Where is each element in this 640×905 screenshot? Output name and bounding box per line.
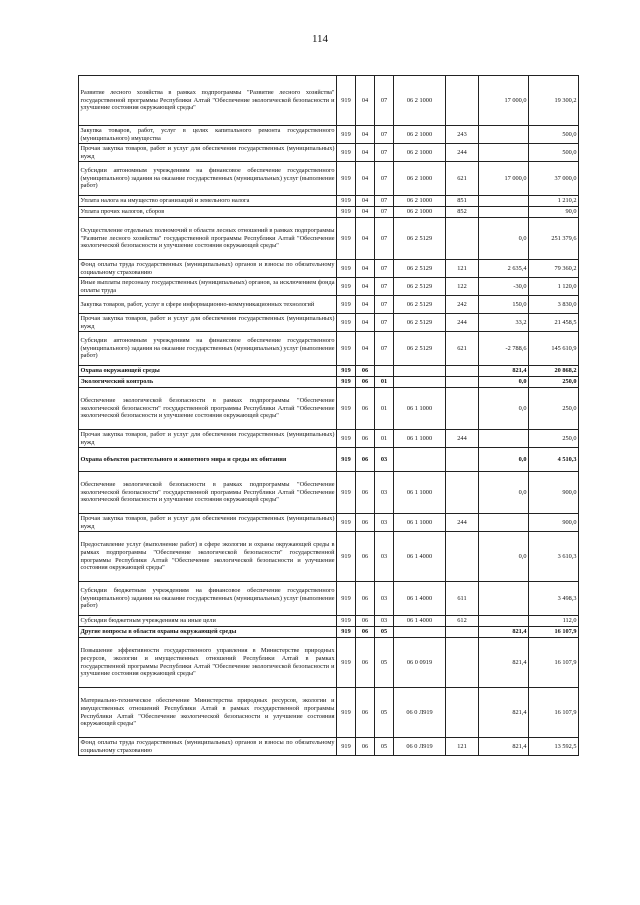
row-grbs-code: 919 xyxy=(337,377,356,388)
row-target-article: 06 2 5129 xyxy=(394,218,446,260)
row-description: Другие вопросы в области охраны окружающей среды xyxy=(79,627,337,638)
row-expense-type: 612 xyxy=(446,616,479,627)
row-amount-total: 37 000,0 xyxy=(529,162,579,196)
row-amount-total: 500,0 xyxy=(529,126,579,144)
row-target-article: 06 1 1000 xyxy=(394,472,446,514)
table-row xyxy=(79,207,579,218)
table-row xyxy=(79,126,579,144)
row-description: Субсидии бюджетным учреждениям на иные цели xyxy=(79,616,337,627)
table-row xyxy=(79,638,579,688)
row-amount-change: 0,0 xyxy=(479,377,529,388)
row-description: Материально-техническое обеспечение Министерства природных ресурсов, экологии и имущественных отношений Республики Алтай в рамках государственной программы Республики Алтай "Обеспечение экологической безопасности и улучшение состояния окружающей среды" xyxy=(79,688,337,738)
row-description: Осуществление отдельных полномочий в области лесных отношений в рамках подпрограммы "Развитие лесного хозяйства" государственной программы Республики Алтай "Обеспечение экологической безопасности и улучшение состояния окружающей среды" xyxy=(79,218,337,260)
row-section-code: 06 xyxy=(356,688,375,738)
row-description: Охрана объектов растительного и животного мира и среды их обитания xyxy=(79,448,337,472)
row-expense-type: 243 xyxy=(446,126,479,144)
row-target-article: 06 2 5129 xyxy=(394,332,446,366)
row-target-article: 06 2 1000 xyxy=(394,207,446,218)
row-amount-change xyxy=(479,196,529,207)
row-expense-type xyxy=(446,218,479,260)
row-target-article: 06 0 Л919 xyxy=(394,738,446,756)
table-row xyxy=(79,260,579,278)
row-amount-change xyxy=(479,430,529,448)
row-subsection-code: 07 xyxy=(375,296,394,314)
row-grbs-code: 919 xyxy=(337,388,356,430)
row-amount-total: 13 592,5 xyxy=(529,738,579,756)
row-description: Фонд оплаты труда государственных (муниципальных) органов и взносы по обязательному социальному страхованию xyxy=(80,260,335,276)
row-section-code: 06 xyxy=(356,627,375,638)
table-row xyxy=(79,388,579,430)
row-subsection-code: 07 xyxy=(375,126,394,144)
row-amount-total: 20 868,2 xyxy=(529,366,579,377)
row-section-code: 06 xyxy=(356,388,375,430)
row-subsection-code: 07 xyxy=(375,314,394,332)
table-row xyxy=(79,377,579,388)
table-row xyxy=(79,688,579,738)
row-description: Уплата прочих налогов, сборов xyxy=(79,207,337,218)
row-amount-change: 0,0 xyxy=(479,532,529,582)
row-section-code: 04 xyxy=(356,260,375,278)
row-expense-type: 851 xyxy=(446,196,479,207)
row-expense-type: 242 xyxy=(446,296,479,314)
row-description: Охрана окружающей среды xyxy=(79,366,337,377)
row-expense-type: 621 xyxy=(446,332,479,366)
row-grbs-code: 919 xyxy=(337,162,356,196)
row-description: Развитие лесного хозяйства в рамках подпрограммы "Развитие лесного хозяйства" государственной программы Республики Алтай "Обеспечение экологической безопасности и улучшение состояния окружающей среды" xyxy=(79,76,337,126)
row-expense-type: 244 xyxy=(446,514,479,532)
row-section-code: 06 xyxy=(356,448,375,472)
row-amount-total: 250,0 xyxy=(529,377,579,388)
row-section-code: 04 xyxy=(356,278,375,296)
row-amount-change xyxy=(479,207,529,218)
row-subsection-code: 03 xyxy=(375,582,394,616)
row-amount-total: 21 458,5 xyxy=(529,314,579,332)
row-amount-total: 1 120,0 xyxy=(529,278,579,296)
row-grbs-code: 919 xyxy=(337,688,356,738)
row-grbs-code: 919 xyxy=(337,638,356,688)
row-grbs-code: 919 xyxy=(337,532,356,582)
row-description: Субсидии автономным учреждениям на финансовое обеспечение государственного (муниципального) задания на оказание государственных (муниципальных) услуг (выполнение работ) xyxy=(79,332,337,366)
table-row xyxy=(79,76,579,126)
row-description: Прочая закупка товаров, работ и услуг для обеспечения государственных (муниципальных) нужд xyxy=(80,314,335,330)
row-amount-total: 90,0 xyxy=(529,207,579,218)
row-subsection-code: 05 xyxy=(375,638,394,688)
row-section-code: 04 xyxy=(356,76,375,126)
row-target-article: 06 2 5129 xyxy=(394,314,446,332)
row-target-article: 06 2 1000 xyxy=(394,144,446,162)
row-expense-type xyxy=(446,366,479,377)
row-subsection-code: 05 xyxy=(375,627,394,638)
row-description: Повышение эффективности государственного управления в Министерстве природных ресурсов, экологии и имущественных отношений Республики Алтай в рамках государственной программы Республики Алтай "Обеспечение экологической безопасности и улучшение состояния окружающей среды" xyxy=(79,638,337,688)
row-amount-change: -2 788,6 xyxy=(479,332,529,366)
row-amount-change xyxy=(479,616,529,627)
table-row xyxy=(79,627,579,638)
row-expense-type xyxy=(446,472,479,514)
row-subsection-code: 07 xyxy=(375,332,394,366)
row-amount-total: 79 360,2 xyxy=(529,260,579,278)
row-grbs-code: 919 xyxy=(337,514,356,532)
row-amount-change xyxy=(479,144,529,162)
row-subsection-code: 07 xyxy=(375,218,394,260)
row-subsection-code: 01 xyxy=(375,388,394,430)
row-description: Прочая закупка товаров, работ и услуг для обеспечения государственных (муниципальных) нужд xyxy=(80,430,335,446)
row-section-code: 06 xyxy=(356,514,375,532)
budget-table xyxy=(78,75,579,756)
row-section-code: 04 xyxy=(356,207,375,218)
row-grbs-code: 919 xyxy=(337,196,356,207)
row-amount-total: 900,0 xyxy=(529,472,579,514)
row-amount-change xyxy=(479,126,529,144)
row-section-code: 04 xyxy=(356,314,375,332)
row-target-article: 06 2 5129 xyxy=(394,260,446,278)
row-expense-type xyxy=(446,688,479,738)
row-amount-change xyxy=(479,514,529,532)
row-amount-total: 16 107,9 xyxy=(529,638,579,688)
row-grbs-code: 919 xyxy=(337,126,356,144)
row-amount-change: 821,4 xyxy=(479,638,529,688)
row-target-article xyxy=(394,448,446,472)
row-section-code: 04 xyxy=(356,332,375,366)
table-row xyxy=(79,332,579,366)
table-row xyxy=(79,616,579,627)
row-grbs-code: 919 xyxy=(337,218,356,260)
row-target-article: 06 1 1000 xyxy=(394,430,446,448)
row-grbs-code: 919 xyxy=(337,738,356,756)
row-subsection-code: 03 xyxy=(375,532,394,582)
row-expense-type: 121 xyxy=(446,260,479,278)
row-amount-change: 0,0 xyxy=(479,448,529,472)
row-amount-total: 16 107,9 xyxy=(529,627,579,638)
row-subsection-code: 07 xyxy=(375,76,394,126)
row-target-article xyxy=(394,627,446,638)
row-description: Обеспечение экологической безопасности в рамках подпрограммы "Обеспечение экологической безопасности" государственной программы Республики Алтай "Обеспечение экологической безопасности и улучшение состояния окружающей среды" xyxy=(79,388,337,430)
row-grbs-code: 919 xyxy=(337,430,356,448)
row-amount-total: 16 107,9 xyxy=(529,688,579,738)
row-amount-change: 0,0 xyxy=(479,218,529,260)
row-target-article: 06 0 0919 xyxy=(394,638,446,688)
row-subsection-code: 03 xyxy=(375,616,394,627)
row-amount-total: 145 610,9 xyxy=(529,332,579,366)
row-description: Субсидии автономным учреждениям на финансовое обеспечение государственного (муниципального) задания на оказание государственных (муниципальных) услуг (выполнение работ) xyxy=(79,162,337,196)
row-target-article: 06 1 4000 xyxy=(394,616,446,627)
row-subsection-code: 01 xyxy=(375,430,394,448)
row-target-article: 06 0 Л919 xyxy=(394,688,446,738)
row-amount-change: 17 000,0 xyxy=(479,162,529,196)
row-amount-change: 17 000,0 xyxy=(479,76,529,126)
row-amount-change: 150,0 xyxy=(479,296,529,314)
row-section-code: 06 xyxy=(356,582,375,616)
row-amount-total: 3 830,0 xyxy=(529,296,579,314)
row-subsection-code: 07 xyxy=(375,278,394,296)
row-section-code: 04 xyxy=(356,218,375,260)
row-target-article: 06 2 1000 xyxy=(394,196,446,207)
row-amount-change: 821,4 xyxy=(479,738,529,756)
row-amount-total: 250,0 xyxy=(529,388,579,430)
row-section-code: 04 xyxy=(356,196,375,207)
table-row xyxy=(79,162,579,196)
row-amount-total: 1 210,2 xyxy=(529,196,579,207)
row-amount-change: 33,2 xyxy=(479,314,529,332)
row-grbs-code: 919 xyxy=(337,332,356,366)
row-section-code: 06 xyxy=(356,638,375,688)
row-description: Прочая закупка товаров, работ и услуг для обеспечения государственных (муниципальных) нужд xyxy=(80,144,335,160)
row-description: Иные выплаты персоналу государственных (муниципальных) органов, за исключением фонда оплаты труда xyxy=(80,278,335,294)
row-grbs-code: 919 xyxy=(337,314,356,332)
row-amount-total: 4 510,3 xyxy=(529,448,579,472)
row-grbs-code: 919 xyxy=(337,448,356,472)
row-description: Экологический контроль xyxy=(79,377,337,388)
row-section-code: 06 xyxy=(356,377,375,388)
row-target-article xyxy=(394,366,446,377)
table-row xyxy=(79,218,579,260)
row-expense-type xyxy=(446,388,479,430)
row-grbs-code: 919 xyxy=(337,627,356,638)
row-amount-change: 821,4 xyxy=(479,627,529,638)
row-target-article xyxy=(394,377,446,388)
row-expense-type xyxy=(446,76,479,126)
table-row xyxy=(79,144,579,162)
row-amount-total: 112,0 xyxy=(529,616,579,627)
row-subsection-code: 03 xyxy=(375,448,394,472)
row-grbs-code: 919 xyxy=(337,366,356,377)
row-target-article: 06 2 5129 xyxy=(394,296,446,314)
row-subsection-code: 07 xyxy=(375,207,394,218)
row-target-article: 06 1 4000 xyxy=(394,582,446,616)
row-amount-change: -30,0 xyxy=(479,278,529,296)
table-row xyxy=(79,196,579,207)
row-grbs-code: 919 xyxy=(337,207,356,218)
row-description: Фонд оплаты труда государственных (муниципальных) органов и взносы по обязательному социальному страхованию xyxy=(80,738,335,754)
row-target-article: 06 1 1000 xyxy=(394,514,446,532)
table-row xyxy=(79,582,579,616)
row-subsection-code: 03 xyxy=(375,514,394,532)
table-row xyxy=(79,472,579,514)
row-target-article: 06 2 5129 xyxy=(394,278,446,296)
row-section-code: 06 xyxy=(356,738,375,756)
table-row xyxy=(79,278,579,296)
row-description: Обеспечение экологической безопасности в рамках подпрограммы "Обеспечение экологической безопасности" государственной программы Республики Алтай "Обеспечение экологической безопасности и улучшение состояния окружающей среды" xyxy=(79,472,337,514)
row-subsection-code: 07 xyxy=(375,260,394,278)
row-section-code: 06 xyxy=(356,532,375,582)
table-row xyxy=(79,514,579,532)
row-description: Прочая закупка товаров, работ и услуг для обеспечения государственных (муниципальных) нужд xyxy=(80,514,335,530)
row-description: Закупка товаров, работ, услуг в сфере информационно-коммуникационных технологий xyxy=(79,296,337,314)
row-amount-total: 900,0 xyxy=(529,514,579,532)
row-subsection-code: 07 xyxy=(375,144,394,162)
row-description: Уплата налога на имущество организаций и земельного налога xyxy=(79,196,337,207)
row-expense-type xyxy=(446,377,479,388)
row-target-article: 06 2 1000 xyxy=(394,76,446,126)
row-amount-total: 3 610,3 xyxy=(529,532,579,582)
budget-table-body xyxy=(79,76,579,756)
row-amount-change xyxy=(479,582,529,616)
row-section-code: 04 xyxy=(356,296,375,314)
row-target-article: 06 1 1000 xyxy=(394,388,446,430)
row-expense-type: 121 xyxy=(446,738,479,756)
row-amount-total: 19 300,2 xyxy=(529,76,579,126)
row-section-code: 04 xyxy=(356,126,375,144)
table-row xyxy=(79,448,579,472)
row-target-article: 06 2 1000 xyxy=(394,162,446,196)
row-grbs-code: 919 xyxy=(337,278,356,296)
row-subsection-code: 01 xyxy=(375,377,394,388)
row-section-code: 04 xyxy=(356,144,375,162)
row-amount-total: 251 379,6 xyxy=(529,218,579,260)
table-row xyxy=(79,738,579,756)
table-row xyxy=(79,532,579,582)
row-target-article: 06 1 4000 xyxy=(394,532,446,582)
row-expense-type: 244 xyxy=(446,314,479,332)
row-amount-total: 500,0 xyxy=(529,144,579,162)
row-amount-change: 0,0 xyxy=(479,388,529,430)
row-section-code: 06 xyxy=(356,616,375,627)
row-section-code: 06 xyxy=(356,430,375,448)
row-description: Предоставление услуг (выполнение работ) в сфере экологии и охраны окружающей среды в рамках подпрограммы "Обеспечение экологической безопасности" государственной программы Республики Алтай "Обеспечение экологической безопасности и улучшение состояния окружающей среды" xyxy=(79,532,337,582)
row-subsection-code: 07 xyxy=(375,196,394,207)
row-section-code: 06 xyxy=(356,472,375,514)
row-amount-total: 3 498,3 xyxy=(529,582,579,616)
row-grbs-code: 919 xyxy=(337,260,356,278)
row-grbs-code: 919 xyxy=(337,616,356,627)
row-grbs-code: 919 xyxy=(337,296,356,314)
row-target-article: 06 2 1000 xyxy=(394,126,446,144)
row-expense-type xyxy=(446,448,479,472)
row-grbs-code: 919 xyxy=(337,472,356,514)
row-subsection-code: 07 xyxy=(375,162,394,196)
page-number: 114 xyxy=(311,33,329,45)
row-grbs-code: 919 xyxy=(337,582,356,616)
row-amount-change: 2 635,4 xyxy=(479,260,529,278)
table-row xyxy=(79,296,579,314)
row-expense-type xyxy=(446,638,479,688)
row-subsection-code: 05 xyxy=(375,738,394,756)
row-expense-type: 244 xyxy=(446,430,479,448)
row-amount-change: 0,0 xyxy=(479,472,529,514)
table-row xyxy=(79,314,579,332)
row-amount-change: 821,4 xyxy=(479,366,529,377)
row-grbs-code: 919 xyxy=(337,144,356,162)
row-expense-type: 244 xyxy=(446,144,479,162)
row-subsection-code: 05 xyxy=(375,688,394,738)
row-expense-type xyxy=(446,627,479,638)
row-expense-type: 122 xyxy=(446,278,479,296)
row-section-code: 04 xyxy=(356,162,375,196)
row-amount-total: 250,0 xyxy=(529,430,579,448)
row-expense-type: 852 xyxy=(446,207,479,218)
row-subsection-code xyxy=(375,366,394,377)
table-row xyxy=(79,430,579,448)
row-expense-type: 621 xyxy=(446,162,479,196)
row-amount-change: 821,4 xyxy=(479,688,529,738)
row-expense-type xyxy=(446,532,479,582)
row-expense-type: 611 xyxy=(446,582,479,616)
row-section-code: 06 xyxy=(356,366,375,377)
table-row xyxy=(79,366,579,377)
row-description: Субсидии бюджетным учреждениям на финансовое обеспечение государственного (муниципального) задания на оказание государственных (муниципальных) услуг (выполнение работ) xyxy=(79,582,337,616)
row-subsection-code: 03 xyxy=(375,472,394,514)
row-grbs-code: 919 xyxy=(337,76,356,126)
row-description: Закупка товаров, работ, услуг в целях капитального ремонта государственного (муниципального) имущества xyxy=(80,126,335,142)
